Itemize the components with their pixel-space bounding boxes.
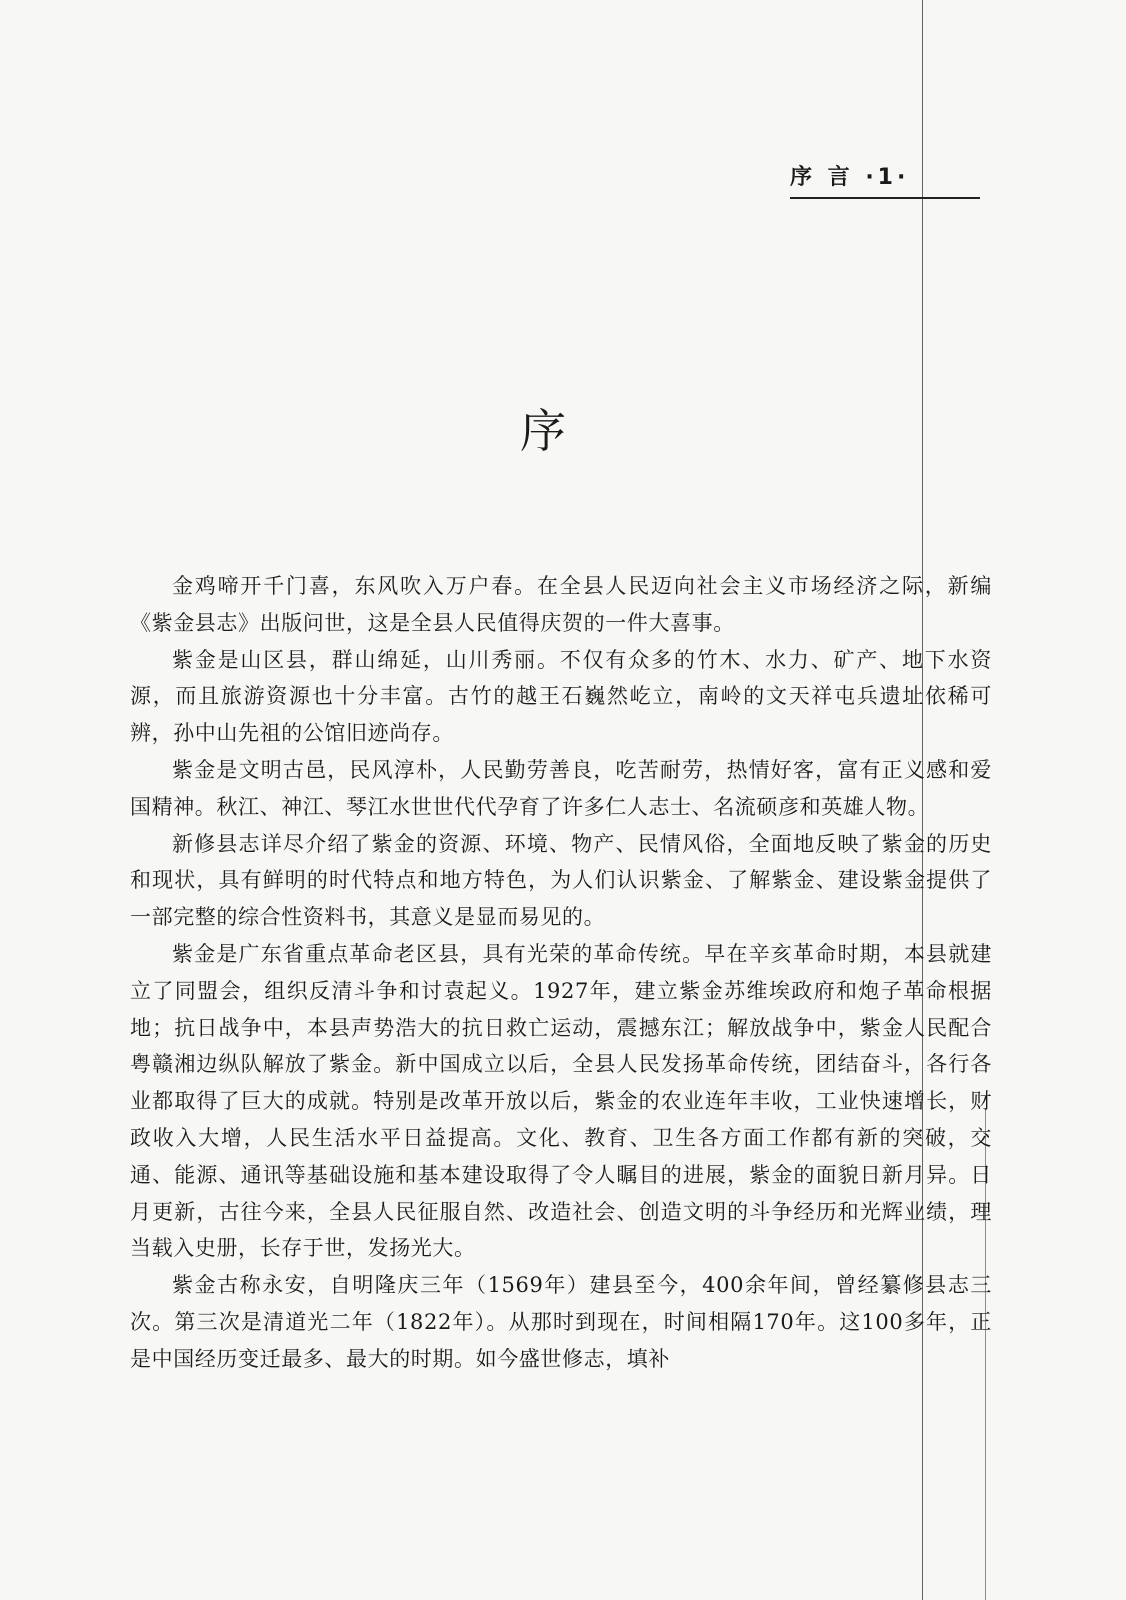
body-text [130,568,992,1378]
page-title: 序 [520,404,566,458]
paragraph: 金鸡啼开千门喜，东风吹入万户春。在全县人民迈向社会主义市场经济之际，新编《紫金县志》出版问世，这是全县人民值得庆贺的一件大喜事。 [130,574,992,635]
running-header: 序 言 ·1· [790,165,910,190]
paragraph: 紫金古称永安，自明隆庆三年（1569年）建县至今，400余年间，曾经纂修县志三次。第三次是清道光二年（1822年）。从那时到现在，时间相隔170年。这100多年，正是中国经历变迁最多、最大的时期。如今盛世修志，填补 [130,1273,992,1371]
paragraph: 紫金是广东省重点革命老区县，具有光荣的革命传统。早在辛亥革命时期，本县就建立了同盟会，组织反清斗争和讨袁起义。1927年，建立紫金苏维埃政府和炮子革命根据地；抗日战争中，本县声势浩大的抗日救亡运动，震撼东江；解放战争中，紫金人民配合粤赣湘边纵队解放了紫金。新中国成立以后，全县人民发扬革命传统，团结奋斗，各行各业都取得了巨大的成就。特别是改革开放以后，紫金的农业连年丰收，工业快速增长，财政收入大增，人民生活水平日益提高。文化、教育、卫生各方面工作都有新的突破，交通、能源、通讯等基础设施和基本建设取得了令人瞩目的进展，紫金的面貌日新月异。日月更新，古往今来，全县人民征服自然、改造社会、创造文明的斗争经历和光辉业绩，理当载入史册，长存于世，发扬光大。 [130,941,992,1261]
paragraph: 紫金是文明古邑，民风淳朴，人民勤劳善良，吃苦耐劳，热情好客，富有正义感和爱国精神。秋江、神江、琴江水世世代代孕育了许多仁人志士、名流硕彦和英雄人物。 [130,757,992,819]
paragraph: 新修县志详尽介绍了紫金的资源、环境、物产、民情风俗，全面地反映了紫金的历史和现状，具有鲜明的时代特点和地方特色，为人们认识紫金、了解紫金、建设紫金提供了一部完整的综合性资料书，其意义是显而易见的。 [130,831,992,930]
paragraph: 紫金是山区县，群山绵延，山川秀丽。不仅有众多的竹木、水力、矿产、地下水资源，而且旅游资源也十分丰富。古竹的越王石巍然屹立，南岭的文天祥屯兵遗址依稀可辨，孙中山先祖的公馆旧迹尚存。 [130,647,992,746]
header-rule [790,197,980,199]
